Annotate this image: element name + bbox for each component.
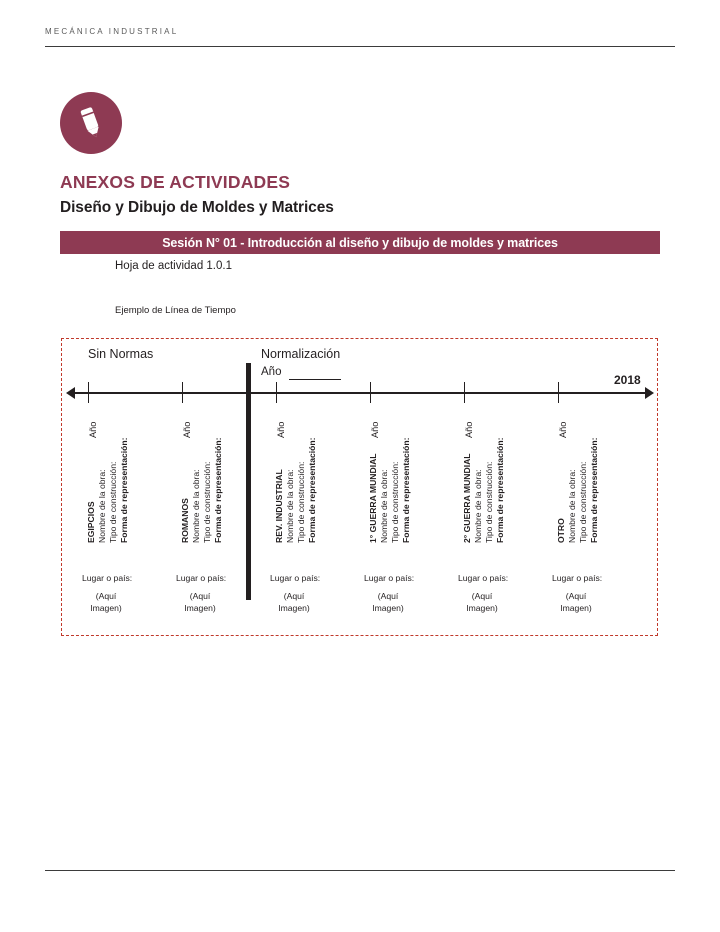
entry-forma: Forma de representación:	[213, 437, 223, 543]
timeline-entry-vertical	[454, 400, 550, 565]
pencil-icon	[77, 106, 105, 140]
entry-image-placeholder: (Aquí	[471, 591, 493, 601]
entry-image-placeholder: Imagen)	[278, 603, 310, 613]
timeline-arrow-right-icon	[645, 387, 654, 399]
entry-tipo: Tipo de construcción:	[202, 461, 212, 543]
entry-image-placeholder: (Aquí	[95, 591, 117, 601]
example-label: Ejemplo de Línea de Tiempo	[115, 305, 236, 316]
timeline-year-label: Año	[261, 366, 282, 378]
entry-image-placeholder: Imagen)	[560, 603, 592, 613]
entry-nombre: Nombre de la obra:	[97, 469, 107, 543]
entry-forma: Forma de representación:	[589, 437, 599, 543]
timeline-arrow-left-icon	[66, 387, 75, 399]
entry-nombre: Nombre de la obra:	[191, 469, 201, 543]
entry-year: Año	[370, 421, 380, 438]
timeline-end-year: 2018	[614, 373, 641, 387]
timeline-axis	[72, 392, 647, 394]
entry-year: Año	[558, 421, 568, 438]
entry-image-placeholder: Imagen)	[466, 603, 498, 613]
entry-image-placeholder: Imagen)	[90, 603, 122, 613]
entry-image-placeholder: (Aquí	[377, 591, 399, 601]
entry-forma: Forma de representación:	[401, 437, 411, 543]
entry-nombre: Nombre de la obra:	[473, 469, 483, 543]
timeline-right-label: Normalización	[261, 347, 341, 361]
entry-lugar: Lugar o país:	[458, 573, 509, 583]
entry-tipo: Tipo de construcción:	[578, 461, 588, 543]
timeline-entry-vertical	[360, 400, 456, 565]
entry-year: Año	[182, 421, 192, 438]
entry-tipo: Tipo de construcción:	[296, 461, 306, 543]
entry-title: 1° GUERRA MUNDIAL	[368, 453, 378, 543]
entry-nombre: Nombre de la obra:	[285, 469, 295, 543]
activity-badge	[60, 92, 122, 154]
entry-forma: Forma de representación:	[495, 437, 505, 543]
entry-image-placeholder: (Aquí	[189, 591, 211, 601]
entry-tipo: Tipo de construcción:	[390, 461, 400, 543]
entry-image-placeholder: Imagen)	[184, 603, 216, 613]
entry-tipo: Tipo de construcción:	[108, 461, 118, 543]
worksheet-label: Hoja de actividad 1.0.1	[115, 260, 232, 272]
timeline-entry-vertical	[266, 400, 362, 565]
entry-title: EGIPCIOS	[86, 501, 96, 543]
entry-lugar: Lugar o país:	[176, 573, 227, 583]
entry-image-placeholder: (Aquí	[565, 591, 587, 601]
header-divider	[45, 46, 675, 47]
timeline-year-blank	[289, 379, 341, 380]
entry-forma: Forma de representación:	[307, 437, 317, 543]
entry-lugar: Lugar o país:	[364, 573, 415, 583]
subject-title: Diseño y Dibujo de Moldes y Matrices	[60, 199, 334, 216]
footer-divider	[45, 870, 675, 871]
page-title: ANEXOS DE ACTIVIDADES	[60, 172, 291, 192]
timeline-entry-vertical	[548, 400, 644, 565]
entry-title: OTRO	[556, 518, 566, 543]
entry-forma: Forma de representación:	[119, 437, 129, 543]
entry-lugar: Lugar o país:	[270, 573, 321, 583]
entry-title: 2° GUERRA MUNDIAL	[462, 453, 472, 543]
entry-nombre: Nombre de la obra:	[379, 469, 389, 543]
entry-year: Año	[88, 421, 98, 438]
entry-image-placeholder: Imagen)	[372, 603, 404, 613]
entry-title: REV. INDUSTRIAL	[274, 469, 284, 543]
session-banner: Sesión N° 01 - Introducción al diseño y dibujo de moldes y matrices	[60, 231, 660, 254]
entry-image-placeholder: (Aquí	[283, 591, 305, 601]
timeline-left-label: Sin Normas	[88, 347, 154, 361]
timeline-entry-vertical	[172, 400, 268, 565]
entry-lugar: Lugar o país:	[552, 573, 603, 583]
entry-lugar: Lugar o país:	[82, 573, 133, 583]
entry-title: ROMANOS	[180, 498, 190, 543]
entry-tipo: Tipo de construcción:	[484, 461, 494, 543]
entry-nombre: Nombre de la obra:	[567, 469, 577, 543]
breadcrumb: MECÁNICA INDUSTRIAL	[45, 27, 179, 36]
timeline-entry-vertical	[78, 400, 174, 565]
entry-year: Año	[276, 421, 286, 438]
entry-year: Año	[464, 421, 474, 438]
